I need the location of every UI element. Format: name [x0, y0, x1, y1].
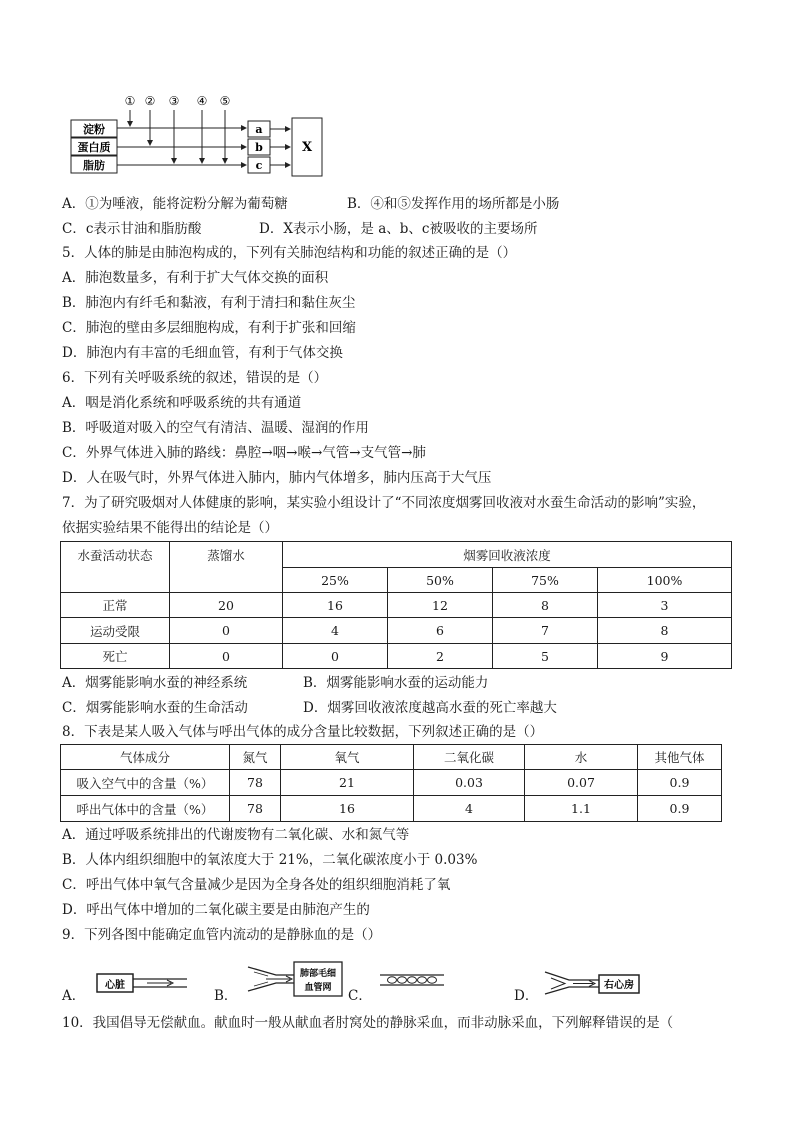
q9-option-b-label: B．: [214, 988, 238, 1004]
q7-conc-100: 100%: [598, 568, 732, 593]
q5-option-a: A．肺泡数量多，有利于扩大气体交换的面积: [62, 270, 329, 286]
marker-4: ④: [196, 94, 208, 108]
q9-stem: 9．下列各图中能确定血管内流动的是静脉血的是（）: [62, 927, 382, 943]
row-label: 死亡: [61, 644, 170, 669]
q4-option-a: A．①为唾液，能将淀粉分解为葡萄糖: [62, 196, 288, 212]
table-row: [61, 593, 732, 618]
q9-figure-c: [378, 970, 446, 990]
cell: 0: [170, 644, 283, 669]
cell: 8: [598, 618, 732, 644]
q10-stem: 10．我国倡导无偿献血。献血时一般从献血者肘窝处的静脉采血，而非动脉采血，下列解释错误的是（: [62, 1015, 674, 1031]
q8-header: 气体成分: [61, 745, 230, 770]
q7-conc-75: 75%: [493, 568, 598, 593]
cell: 16: [281, 796, 414, 822]
q8-option-c: C．呼出气体中氧气含量减少是因为全身各处的组织细胞消耗了氧: [62, 877, 451, 893]
cell: 12: [388, 593, 493, 618]
q4-option-d: D．X表示小肠，是 a、b、c被吸收的主要场所: [259, 221, 538, 237]
q9-box-lung-line2: 血管网: [304, 983, 332, 993]
cell: 78: [230, 770, 281, 796]
cell: 21: [281, 770, 414, 796]
cell: 6: [388, 618, 493, 644]
q5-stem: 5．人体的肺是由肺泡构成的，下列有关肺泡结构和功能的叙述正确的是（）: [62, 245, 517, 261]
organ-x: X: [301, 140, 313, 155]
cell: 0.9: [638, 796, 722, 822]
table-row: [61, 618, 732, 644]
q7-stem-line2: 依据实验结果不能得出的结论是（）: [62, 520, 278, 536]
q8-header: 氧气: [281, 745, 414, 770]
q7-table-corner: 水蚕活动状态: [61, 542, 170, 593]
q5-option-c: C．肺泡的壁由多层细胞构成，有利于扩张和回缩: [62, 320, 356, 336]
q9-option-d-label: D．: [514, 988, 539, 1004]
q6-option-a: A．咽是消化系统和呼吸系统的共有通道: [62, 395, 302, 411]
marker-2: ②: [144, 94, 156, 108]
table-row: [61, 770, 722, 796]
product-b: b: [255, 141, 263, 154]
q6-stem: 6．下列有关呼吸系统的叙述，错误的是（）: [62, 370, 328, 386]
product-c: c: [255, 159, 263, 172]
q9-figure-d: [543, 966, 643, 1000]
input-starch: 淀粉: [83, 123, 105, 136]
q8-option-a: A．通过呼吸系统排出的代谢废物有二氧化碳、水和氮气等: [62, 827, 410, 843]
q8-header: 水: [525, 745, 638, 770]
cell: 0: [283, 644, 388, 669]
q5-option-b: B．肺泡内有纤毛和黏液，有利于清扫和黏住灰尘: [62, 295, 356, 311]
q5-option-d: D．肺泡内有丰富的毛细血管，有利于气体交换: [62, 345, 343, 361]
q9-box-heart: 心脏: [105, 980, 125, 991]
cell: 9: [598, 644, 732, 669]
marker-3: ③: [168, 94, 180, 108]
q8-header: 二氧化碳: [414, 745, 525, 770]
q9-box-lung-line1: 肺部毛细: [299, 969, 337, 979]
q7-option-b: B．烟雾能影响水蚕的运动能力: [303, 675, 489, 691]
q9-option-a-label: A．: [62, 988, 86, 1004]
cell: 0.07: [525, 770, 638, 796]
cell: 8: [493, 593, 598, 618]
q8-option-d: D．呼出气体中增加的二氧化碳主要是由肺泡产生的: [62, 902, 370, 918]
q7-conc-25: 25%: [283, 568, 388, 593]
cell: 0.03: [414, 770, 525, 796]
q8-stem: 8．下表是某人吸入气体与呼出气体的成分含量比较数据，下列叙述正确的是（）: [62, 724, 544, 740]
cell: 16: [283, 593, 388, 618]
q7-stem-line1: 7．为了研究吸烟对人体健康的影响，某实验小组设计了“不同浓度烟雾回收液对水蚕生命活动的影响”实验，: [62, 495, 706, 511]
q7-table: [60, 541, 732, 669]
q6-option-b: B．呼吸道对吸入的空气有清洁、温暖、湿润的作用: [62, 420, 369, 436]
q6-option-d: D．人在吸气时，外界气体进入肺内，肺内气体增多，肺内压高于大气压: [62, 470, 492, 486]
input-protein: 蛋白质: [77, 141, 111, 154]
cell: 0: [170, 618, 283, 644]
row-label: 吸入空气中的含量（%）: [61, 770, 230, 796]
q8-header: 氮气: [230, 745, 281, 770]
cell: 0.9: [638, 770, 722, 796]
digestion-diagram: [70, 92, 330, 184]
cell: 4: [283, 618, 388, 644]
q9-figure-b: [246, 959, 346, 999]
cell: 5: [493, 644, 598, 669]
q8-option-b: B．人体内组织细胞中的氧浓度大于 21%，二氧化碳浓度小于 0.03%: [62, 852, 478, 868]
cell: 7: [493, 618, 598, 644]
q7-table-group-header: 烟雾回收液浓度: [283, 542, 732, 568]
q6-option-c: C．外界气体进入肺的路线：鼻腔→咽→喉→气管→支气管→肺: [62, 445, 426, 461]
input-fat: 脂肪: [83, 159, 105, 172]
q7-option-c: C．烟雾能影响水蚕的生命活动: [62, 700, 248, 716]
row-label: 呼出气体中的含量（%）: [61, 796, 230, 822]
cell: 78: [230, 796, 281, 822]
marker-5: ⑤: [219, 94, 231, 108]
q9-figure-a: [95, 970, 195, 998]
cell: 1.1: [525, 796, 638, 822]
q7-option-a: A．烟雾能影响水蚕的神经系统: [62, 675, 248, 691]
q8-table: [60, 744, 722, 822]
marker-1: ①: [124, 94, 136, 108]
q9-option-c-label: C．: [348, 988, 372, 1004]
cell: 2: [388, 644, 493, 669]
q7-table-control-header: 蒸馏水: [170, 542, 283, 593]
q4-option-b: B．④和⑤发挥作用的场所都是小肠: [347, 196, 560, 212]
q7-option-d: D．烟雾回收液浓度越高水蚕的死亡率越大: [303, 700, 557, 716]
table-row: [61, 796, 722, 822]
q9-box-right-atrium: 右心房: [604, 980, 634, 991]
product-a: a: [255, 123, 263, 136]
cell: 4: [414, 796, 525, 822]
q4-option-c: C．c表示甘油和脂肪酸: [62, 221, 202, 237]
row-label: 运动受限: [61, 618, 170, 644]
row-label: 正常: [61, 593, 170, 618]
cell: 20: [170, 593, 283, 618]
table-row: [61, 644, 732, 669]
q8-header: 其他气体: [638, 745, 722, 770]
q7-conc-50: 50%: [388, 568, 493, 593]
cell: 3: [598, 593, 732, 618]
